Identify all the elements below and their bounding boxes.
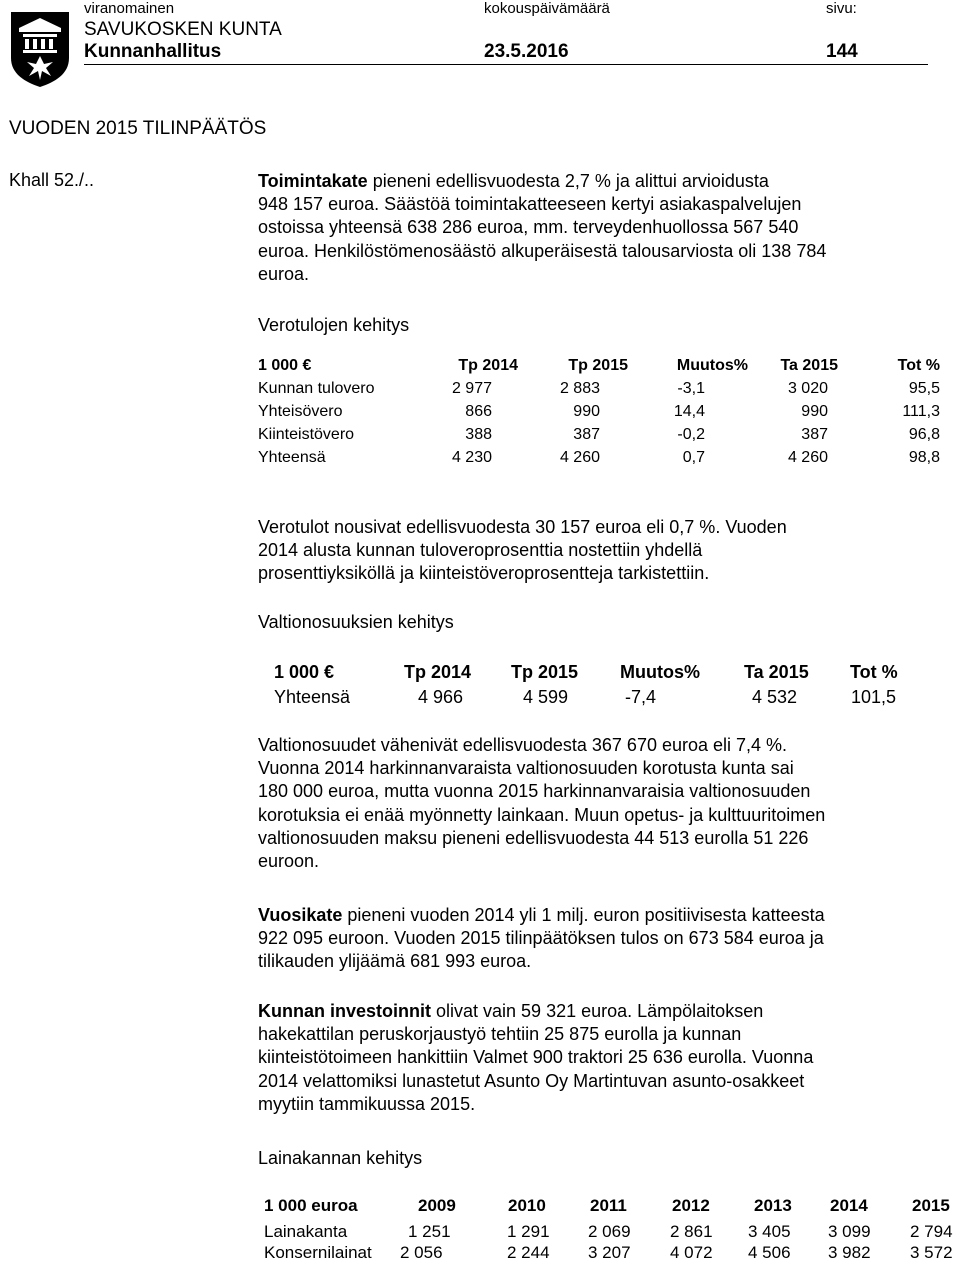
table-cell: 2 056 <box>400 1243 443 1262</box>
state-text-line: korotuksia ei enää myönnetty lainkaan. Muun opetus- ja kulttuuritoimen <box>258 804 826 825</box>
state-text-line: 180 000 euroa, mutta vuonna 2015 harkinnanvaraisia valtionosuuden <box>258 781 811 802</box>
table-cell: 0,7 <box>682 449 705 466</box>
state-text-line: Vuonna 2014 harkinnanvaraista valtionosuuden korotusta kunta sai <box>258 758 794 779</box>
table-header-cell: Tot % <box>897 357 940 374</box>
tax-table <box>258 357 948 467</box>
table-header-cell: Ta 2015 <box>780 357 838 374</box>
table-cell: 4 230 <box>451 449 492 466</box>
table-row-label: Yhteensä <box>258 449 326 466</box>
table-cell: 866 <box>465 403 492 420</box>
intro-paragraph <box>258 170 826 286</box>
table-cell: 4 260 <box>787 449 828 466</box>
table-row-label: Konsernilainat <box>264 1243 372 1262</box>
intro-line: Toimintakate pieneni edellisvuodesta 2,7 % ja alittui arvioidusta <box>258 171 769 191</box>
tax-text-line: Verotulot nousivat edellisvuodesta 30 157 euroa eli 0,7 %. Vuoden <box>258 517 787 537</box>
table-header-cell: Tp 2014 <box>404 662 472 682</box>
table-header-cell: 2011 <box>590 1196 627 1215</box>
page-number: 144 <box>826 41 858 62</box>
table-header-cell: Tp 2015 <box>568 357 628 374</box>
tax-text-line: prosenttiyksiköllä ja kiinteistöveroprosentteja tarkistettiin. <box>258 563 710 584</box>
khall-reference: Khall 52./.. <box>9 170 95 190</box>
intro-line: ostoissa yhteensä 638 286 euroa, mm. terveydenhuollossa 567 540 <box>258 217 799 238</box>
state-text-line: euroon. <box>258 851 320 872</box>
loan-heading: Lainakannan kehitys <box>258 1148 423 1168</box>
tax-text-line: 2014 alusta kunnan tuloveroprosenttia nostettiin yhdellä <box>258 540 703 561</box>
page-label: sivu: <box>826 0 857 17</box>
table-header-cell: 2009 <box>418 1196 456 1215</box>
header-divider <box>84 64 928 65</box>
table-cell: 990 <box>801 403 828 420</box>
vuosikate-lead: Vuosikate <box>258 905 343 925</box>
table-header-cell: Ta 2015 <box>744 662 809 682</box>
table-cell: 387 <box>573 426 600 443</box>
table-header-cell: Tp 2015 <box>511 662 579 682</box>
table-cell: 1 251 <box>408 1222 451 1241</box>
table-cell: 4 966 <box>418 687 464 707</box>
table-header-cell: 1 000 euroa <box>264 1196 358 1215</box>
municipality-name: SAVUKOSKEN KUNTA <box>84 19 282 40</box>
intro-line: euroa. Henkilöstömenosäästö alkuperäisestä talousarviosta oli 138 784 <box>258 240 827 261</box>
table-row-label: Yhteisövero <box>258 403 343 420</box>
table-row-label: Kiinteistövero <box>258 426 355 443</box>
meeting-date: 23.5.2016 <box>484 41 569 62</box>
table-header-cell: 2010 <box>508 1196 546 1215</box>
vuosikate-paragraph <box>258 904 825 974</box>
table-cell: 95,5 <box>908 380 940 397</box>
table-cell: 2 244 <box>507 1243 550 1262</box>
table-header-cell: 1 000 € <box>258 357 312 374</box>
table-cell: -7,4 <box>625 687 657 707</box>
table-header-cell: 2012 <box>672 1196 710 1215</box>
table-cell: 388 <box>465 426 492 443</box>
state-heading: Valtionosuuksien kehitys <box>258 612 454 632</box>
table-cell: 98,8 <box>908 449 940 466</box>
table-header-cell: Muutos% <box>620 662 700 682</box>
table-cell: 2 069 <box>588 1222 631 1241</box>
date-label: kokouspäivämäärä <box>484 0 610 17</box>
vuosikate-line: tilikauden ylijäämä 681 993 euroa. <box>258 951 532 972</box>
investments-line: Kunnan investoinnit olivat vain 59 321 euroa. Lämpölaitoksen <box>258 1001 764 1021</box>
table-cell: -3,1 <box>677 380 705 397</box>
table-cell: 3 207 <box>588 1243 631 1262</box>
table-cell: 4 599 <box>523 687 569 707</box>
vuosikate-line: 922 095 euroon. Vuoden 2015 tilinpäätöksen tulos on 673 584 euroa ja <box>258 928 824 949</box>
municipal-coat-of-arms-logo <box>9 10 71 88</box>
table-header-cell: 2015 <box>912 1196 950 1215</box>
table-cell: 101,5 <box>851 687 897 707</box>
state-text-line: valtionosuuden maksu pieneni edellisvuodesta 44 513 eurolla 51 226 <box>258 827 809 848</box>
table-cell: 4 260 <box>559 449 600 466</box>
investments-lead: Kunnan investoinnit <box>258 1001 431 1021</box>
table-header-cell: 2013 <box>754 1196 792 1215</box>
table-cell: 96,8 <box>908 426 940 443</box>
investments-line: myytiin tammikuussa 2015. <box>258 1093 476 1114</box>
investments-line: 2014 velattomiksi lunastetut Asunto Oy Martintuvan asunto-osakkeet <box>258 1070 805 1091</box>
table-row-label: Kunnan tulovero <box>258 380 375 397</box>
table-cell: 3 982 <box>828 1243 871 1262</box>
table-header-cell: 1 000 € <box>274 662 335 682</box>
investments-line: kiinteistötoimeen hankittiin Valmet 900 traktori 25 636 eurolla. Vuonna <box>258 1047 814 1068</box>
meeting-body: Kunnanhallitus <box>84 41 222 62</box>
state-paragraph <box>258 734 825 873</box>
table-cell: 3 020 <box>787 380 828 397</box>
document-title: VUODEN 2015 TILINPÄÄTÖS <box>9 118 267 139</box>
intro-line: 948 157 euroa. Säästöä toimintakatteeseen kertyi asiakaspalvelujen <box>258 194 802 215</box>
table-cell: -0,2 <box>677 426 705 443</box>
table-header-cell: Muutos% <box>676 357 748 374</box>
table-header-cell: Tot % <box>850 662 898 682</box>
table-cell: 387 <box>801 426 828 443</box>
investments-line: hakekattilan peruskorjaustyö tehtiin 25 875 eurolla ja kunnan <box>258 1024 742 1045</box>
author-label: viranomainen <box>84 0 175 17</box>
intro-line: euroa. <box>258 263 310 284</box>
state-text-line: Valtionosuudet vähenivät edellisvuodesta 367 670 euroa eli 7,4 %. <box>258 735 788 755</box>
state-table <box>258 662 948 712</box>
table-cell: 14,4 <box>673 403 705 420</box>
investments-paragraph <box>258 1000 813 1116</box>
tax-paragraph <box>258 516 787 586</box>
table-cell: 3 099 <box>828 1222 871 1241</box>
table-header-cell: 2014 <box>830 1196 868 1215</box>
table-cell: 990 <box>573 403 600 420</box>
table-cell: 2 794 <box>910 1222 953 1241</box>
vuosikate-line: Vuosikate pieneni vuoden 2014 yli 1 milj. euron positiivisesta katteesta <box>258 905 825 925</box>
table-cell: 4 072 <box>670 1243 713 1262</box>
table-cell: 4 532 <box>752 687 798 707</box>
intro-lead: Toimintakate <box>258 171 368 191</box>
tax-heading: Verotulojen kehitys <box>258 315 410 335</box>
loan-table <box>258 1196 958 1260</box>
table-header-cell: Tp 2014 <box>458 357 518 374</box>
table-cell: 3 405 <box>748 1222 791 1241</box>
table-cell: 111,3 <box>902 403 940 420</box>
table-row-label: Yhteensä <box>274 687 351 707</box>
table-cell: 1 291 <box>507 1222 550 1241</box>
table-cell: 2 883 <box>559 380 600 397</box>
table-cell: 2 977 <box>451 380 492 397</box>
table-cell: 2 861 <box>670 1222 713 1241</box>
table-cell: 4 506 <box>748 1243 791 1262</box>
table-cell: 3 572 <box>910 1243 953 1262</box>
table-row-label: Lainakanta <box>264 1222 348 1241</box>
